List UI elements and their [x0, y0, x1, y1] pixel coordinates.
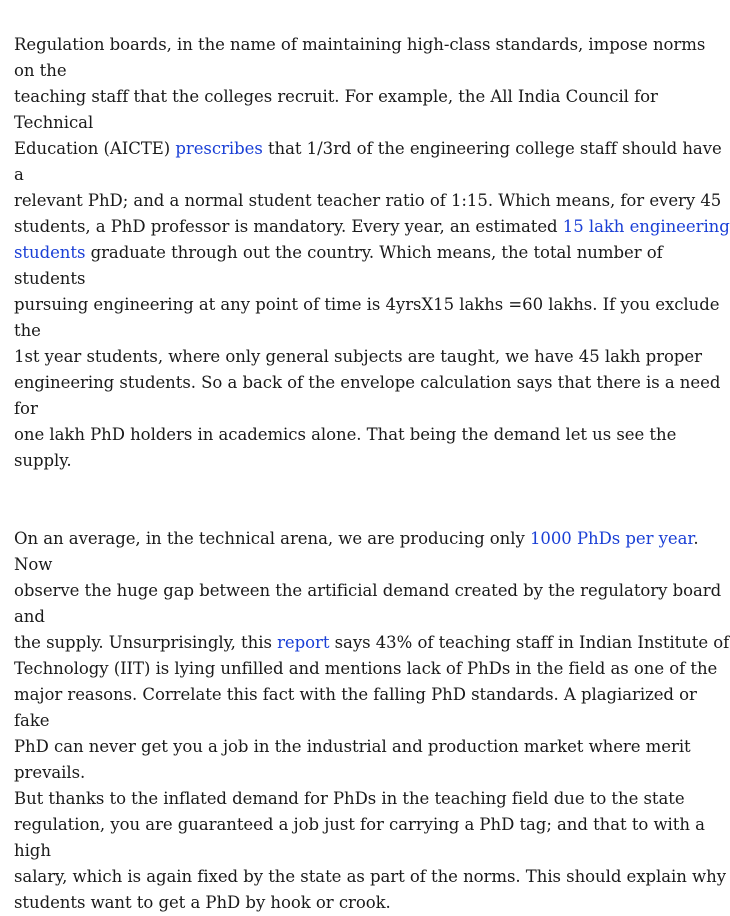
paragraph-demand [14, 6, 730, 474]
article-body [14, 6, 730, 916]
text-segment: that 1/3rd of the engineering college staff should have a relevant PhD; and a normal student teacher ratio of 1:15. Which means, for every 45 students, a PhD professor is mandatory. Every year, an estimated [14, 139, 722, 236]
text-segment: . Now observe the huge gap between the artificial demand created by the regulatory board and the supply. Unsurprisingly, this [14, 529, 722, 652]
text-segment: says 43% of teaching staff in Indian Institute of Technology (IIT) is lying unfilled and mentions lack of PhDs in the field as one of the major reasons. Correlate this fact with the falling PhD standards. A plagiarized or fake PhD can never get you a job in the industrial and production market where merit prevails. But thanks to the inflated demand for PhDs in the teaching field due to the state regulation, you are guaranteed a job just for carrying a PhD tag; and that to with a high salary, which is again fixed by the state as part of the norms. This should explain why students want to get a PhD by hook or crook. [14, 633, 730, 912]
text-segment: graduate through out the country. Which means, the total number of students pursuing engineering at any point of time is 4yrsX15 lakhs =60 lakhs. If you exclude the 1st year students, where only general subjects are taught, we have 45 lakh proper engineering students. So a back of the envelope calculation says that there is a need for one lakh PhD holders in academics alone. That being the demand let us see the supply. [14, 243, 721, 470]
link-prescribes[interactable]: prescribes [175, 139, 263, 158]
link-15-lakh-engineering-students[interactable]: 15 lakh engineering students [14, 217, 730, 262]
text-segment: On an average, in the technical arena, we are producing only [14, 529, 530, 548]
text-segment: Regulation boards, in the name of maintaining high-class standards, impose norms on the teaching staff that the colleges recruit. For example, the All India Council for Technical Education (AICTE) [14, 35, 706, 158]
link-report[interactable]: report [277, 633, 330, 652]
link-1000-phds-per-year[interactable]: 1000 PhDs per year [529, 529, 694, 548]
paragraph-supply [14, 500, 730, 916]
